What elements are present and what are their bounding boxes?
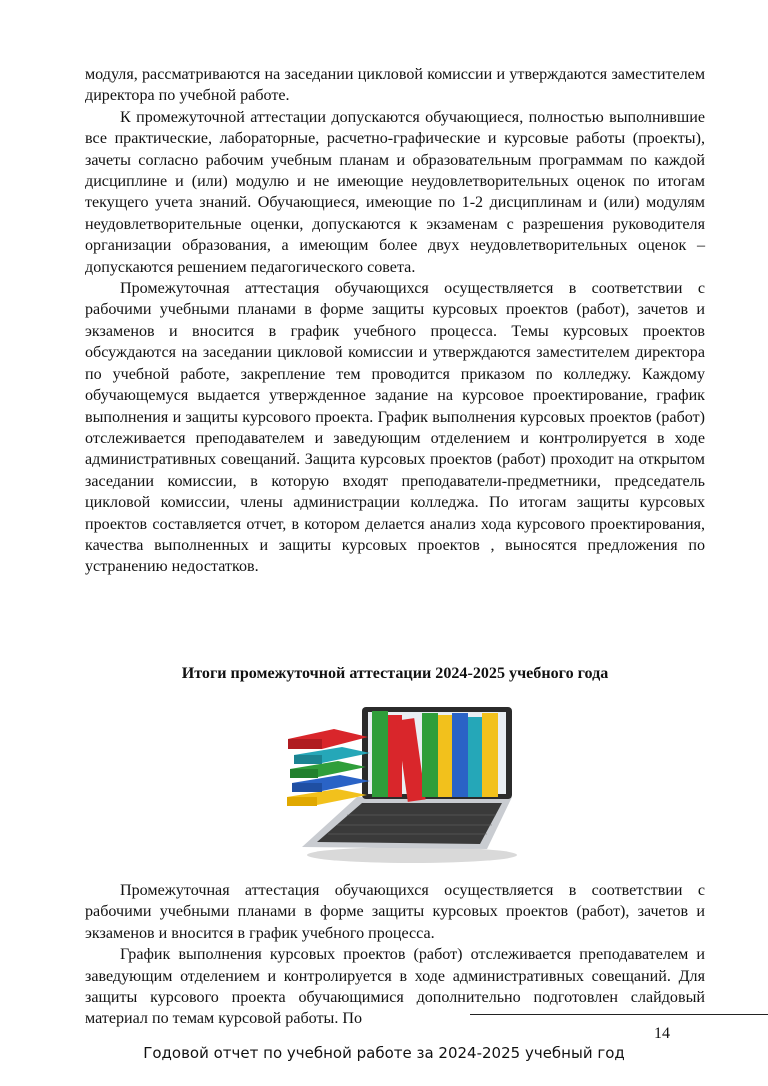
paragraph-continued: модуля, рассматриваются на заседании цикловой комиссии и утверждаются заместителем директора по учебной работе. (85, 66, 705, 105)
page-number: 14 (654, 1025, 670, 1042)
section-heading: Итоги промежуточной аттестации 2024-2025 учебного года (181, 665, 609, 682)
book-blue (452, 713, 468, 797)
book-stack (287, 729, 370, 806)
paragraph-schedule: График выполнения курсовых проектов (работ) отслеживается преподавателем и заведующим отделением и контролируется в ходе административных совещаний. Для защиты курсового проекта обучающимися дополнительно подготовлен слайдовый материал по темам курсовой работы. По (85, 946, 705, 1028)
books-laptop-icon (262, 697, 522, 867)
paragraph-admission: К промежуточной аттестации допускаются обучающиеся, полностью выполнившие все практические, лабораторные, расчетно-графические и курсовые работы (проекты), зачеты согласно рабочим учебным планам и образовательным программам по каждой дисциплине и (или) модулю и не имеющие неудовлетворительных оценок по итогам текущего учета знаний. Обучающиеся, имеющие по 1-2 дисциплинам и (или) модулям неудовлетворительные оценки, допускаются к экзаменам с разрешения руководителя организации образования, а имеющим более двух неудовлетворительных оценок – допускаются решением педагогического совета. (85, 108, 705, 276)
footer-title: Годовой отчет по учебной работе за 2024-2025 учебный год (143, 1044, 625, 1062)
book-teal (468, 717, 482, 797)
paragraph-attestation: Промежуточная аттестация обучающихся осуществляется в соответствии с рабочими учебными планами в форме защиты курсовых проектов (работ), зачетов и экзаменов и вносится в график учебного процесса. Темы курсовых проектов обсуждаются на заседании цикловой комиссии и утверждаются заместителем директора по учебной работе, закрепление тем проводится приказом по колледжу. Каждому обучающемуся выдается утвержденное задание на курсовое проектирование, график выполнения и защиты курсового проекта. График выполнения курсовых проектов (работ) отслеживается преподавателем и заведующим отделением и контролируется в ходе административных совещаний. Защита курсовых проектов (работ) проходит на открытом заседании комиссии, в которую входят преподаватели-предметники, председатель цикловой комиссии, члены администрации колледжа. По итогам защиты курсовых проектов составляется отчет, в котором делается анализ хода курсового проектирования, качества выполненных и защиты курсовых проектов , выносятся предложения по устранению недостатков. (85, 280, 705, 576)
paragraph-attestation-2: Промежуточная аттестация обучающихся осуществляется в соответствии с рабочими учебными планами в форме защиты курсовых проектов (работ), зачетов и экзаменов и вносится в график учебного процесса. (85, 882, 705, 942)
shadow (307, 847, 517, 863)
body-text-bottom (85, 880, 705, 1030)
book-yellow (438, 715, 452, 797)
book-yellow-2 (482, 713, 498, 797)
book-green-2 (422, 713, 438, 797)
body-text-top (85, 64, 705, 578)
book-green (372, 711, 388, 797)
footer-divider (470, 1014, 768, 1015)
